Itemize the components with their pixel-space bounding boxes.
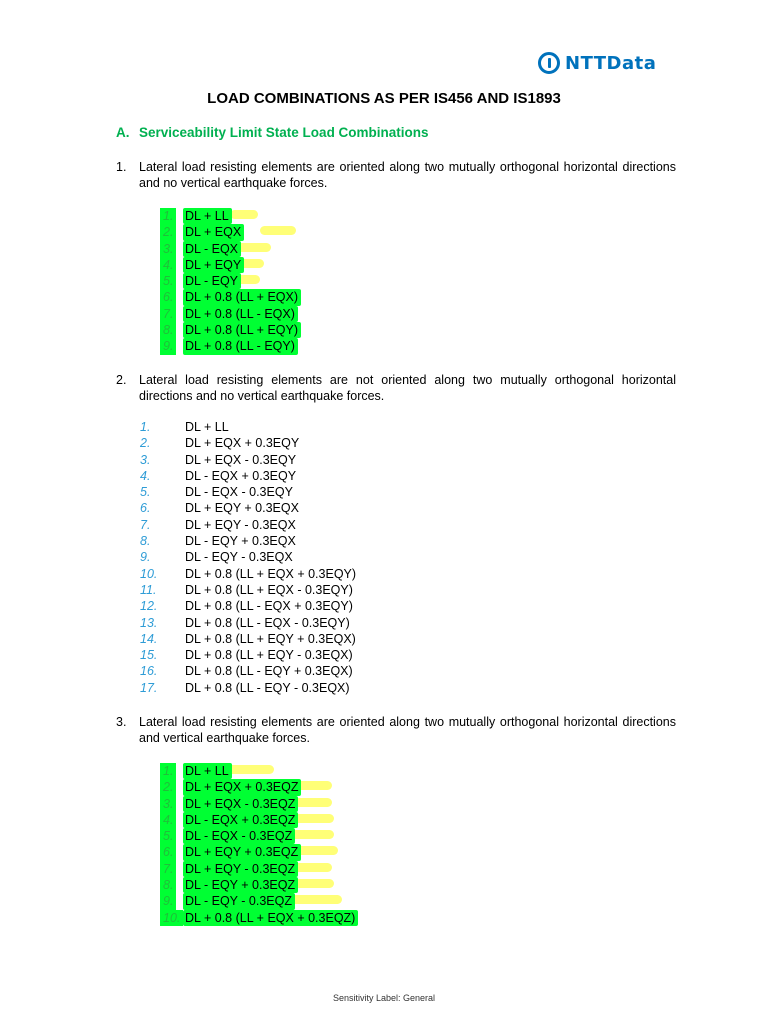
list-item-number: 7.	[160, 306, 176, 322]
list-item-number: 3.	[160, 796, 176, 812]
list-item-text: DL + EQX	[183, 224, 244, 240]
list-item-text: DL + 0.8 (LL + EQY - 0.3EQX)	[185, 648, 353, 663]
list-item-number: 1.	[160, 763, 176, 779]
list-item-text: DL + EQX + 0.3EQZ	[183, 779, 301, 795]
list-item-number: 12.	[140, 599, 158, 614]
highlighter-stroke	[230, 210, 258, 219]
list-item-text: DL - EQY - 0.3EQZ	[183, 893, 295, 909]
list-item-number: 8.	[160, 322, 176, 338]
logo-text: NTTData	[565, 52, 657, 74]
list-item-number: 5.	[160, 828, 176, 844]
sensitivity-label: Sensitivity Label: General	[332, 993, 436, 1003]
paragraph-number: 3.	[116, 715, 127, 729]
paragraph-text: Lateral load resisting elements are oriented along two mutually orthogonal horizontal directions and no vertical earthquake forces.	[139, 160, 676, 190]
list-item-text: DL + 0.8 (LL - EQX - 0.3EQY)	[185, 615, 350, 630]
list-item-number: 4.	[160, 812, 176, 828]
section-label: Serviceability Limit State Load Combinations	[139, 125, 429, 140]
list-item-text: DL + 0.8 (LL - EQX + 0.3EQY)	[185, 599, 353, 614]
list-item-text: DL + 0.8 (LL + EQX)	[183, 289, 301, 305]
list-item-number: 15.	[140, 648, 158, 663]
paragraph-text: Lateral load resisting elements are not oriented along two mutually orthogonal horizontal directions and no vertical earthquake forces.	[139, 373, 676, 403]
list-item-text: DL + LL	[185, 420, 229, 434]
list-item-number: 7.	[160, 861, 176, 877]
list-item-text: DL + EQY	[183, 257, 244, 273]
list-item-number: 6.	[160, 289, 176, 305]
list-item-number: 9.	[160, 338, 176, 354]
list-item-text: DL + EQY - 0.3EQZ	[183, 861, 298, 877]
list-item-text: DL - EQX	[183, 241, 241, 257]
list-item-number: 2.	[160, 224, 176, 240]
list-item-text: DL + 0.8 (LL + EQX - 0.3EQY)	[185, 582, 353, 597]
list-item-number: 3.	[140, 452, 151, 467]
list-item-text: DL - EQX - 0.3EQY	[185, 485, 293, 500]
list-item-text: DL + 0.8 (LL - EQX)	[183, 306, 298, 322]
list-item-number: 9.	[160, 893, 176, 909]
list-item-text: DL + EQY - 0.3EQX	[185, 517, 296, 532]
list-item-number: 10.	[140, 566, 158, 581]
ntt-data-logo-icon	[538, 52, 560, 74]
list-item-number: 7.	[140, 517, 151, 532]
paragraph-2	[116, 372, 676, 404]
list-item-text: DL + 0.8 (LL - EQY + 0.3EQX)	[185, 664, 353, 679]
list-item-text: DL + 0.8 (LL + EQX + 0.3EQY)	[185, 566, 357, 581]
logo	[538, 48, 656, 78]
list-item-number: 1.	[140, 420, 151, 434]
section-heading	[116, 125, 429, 140]
list-item-number: 2.	[160, 779, 176, 795]
list-item-text: DL + LL	[183, 763, 232, 779]
list-item-text: DL + 0.8 (LL + EQY + 0.3EQX)	[185, 631, 356, 646]
list-item-text: DL - EQY + 0.3EQX	[185, 534, 296, 549]
list-item-text: DL + EQY + 0.3EQZ	[183, 844, 301, 860]
list-item-number: 9.	[140, 550, 151, 565]
list-item-number: 1.	[160, 208, 176, 224]
paragraph-1	[116, 159, 676, 191]
list-item-number: 16.	[140, 664, 158, 679]
list-item-number: 3.	[160, 241, 176, 257]
list-item-text: DL + EQY + 0.3EQX	[185, 501, 299, 516]
section-letter: A.	[116, 125, 130, 140]
list-item-text: DL + 0.8 (LL + EQX + 0.3EQZ)	[183, 910, 358, 926]
list-item-text: DL + LL	[183, 208, 232, 224]
list-item-number: 5.	[140, 485, 151, 500]
list-item-number: 4.	[160, 257, 176, 273]
list-item-number: 8.	[140, 534, 151, 549]
list-item-text: DL + 0.8 (LL - EQY - 0.3EQX)	[185, 680, 350, 695]
list-item-text: DL + 0.8 (LL + EQY)	[183, 322, 301, 338]
list-item-text: DL - EQY	[183, 273, 241, 289]
paragraph-text: Lateral load resisting elements are oriented along two mutually orthogonal horizontal directions and vertical earthquake forces.	[139, 715, 676, 745]
list-item-number: 13.	[140, 615, 158, 630]
paragraph-number: 1.	[116, 160, 127, 174]
list-item-text: DL - EQY + 0.3EQZ	[183, 877, 298, 893]
highlighter-stroke	[260, 226, 296, 235]
list-item-text: DL - EQX + 0.3EQY	[185, 468, 297, 483]
list-item-number: 2.	[140, 436, 151, 451]
list-item-number: 6.	[140, 501, 151, 516]
list-item-number: 6.	[160, 844, 176, 860]
list-item-number: 17.	[140, 680, 158, 695]
list-item-number: 8.	[160, 877, 176, 893]
paragraph-number: 2.	[116, 373, 127, 387]
paragraph-3	[116, 714, 676, 746]
list-item-text: DL + EQX + 0.3EQY	[185, 436, 300, 451]
list-item-number: 5.	[160, 273, 176, 289]
list-item-number: 10.	[160, 910, 183, 926]
list-item-text: DL + 0.8 (LL - EQY)	[183, 338, 298, 354]
list-item-number: 14.	[140, 631, 158, 646]
list-item-text: DL + EQX - 0.3EQY	[185, 452, 297, 467]
list-item-text: DL - EQY - 0.3EQX	[185, 550, 293, 565]
list-item-number: 11.	[140, 582, 157, 597]
page-title: LOAD COMBINATIONS AS PER IS456 AND IS1893	[207, 90, 561, 107]
list-item-text: DL - EQX + 0.3EQZ	[183, 812, 298, 828]
list-item-number: 4.	[140, 468, 151, 483]
list-item-text: DL - EQX - 0.3EQZ	[183, 828, 295, 844]
list-item-text: DL + EQX - 0.3EQZ	[183, 796, 298, 812]
